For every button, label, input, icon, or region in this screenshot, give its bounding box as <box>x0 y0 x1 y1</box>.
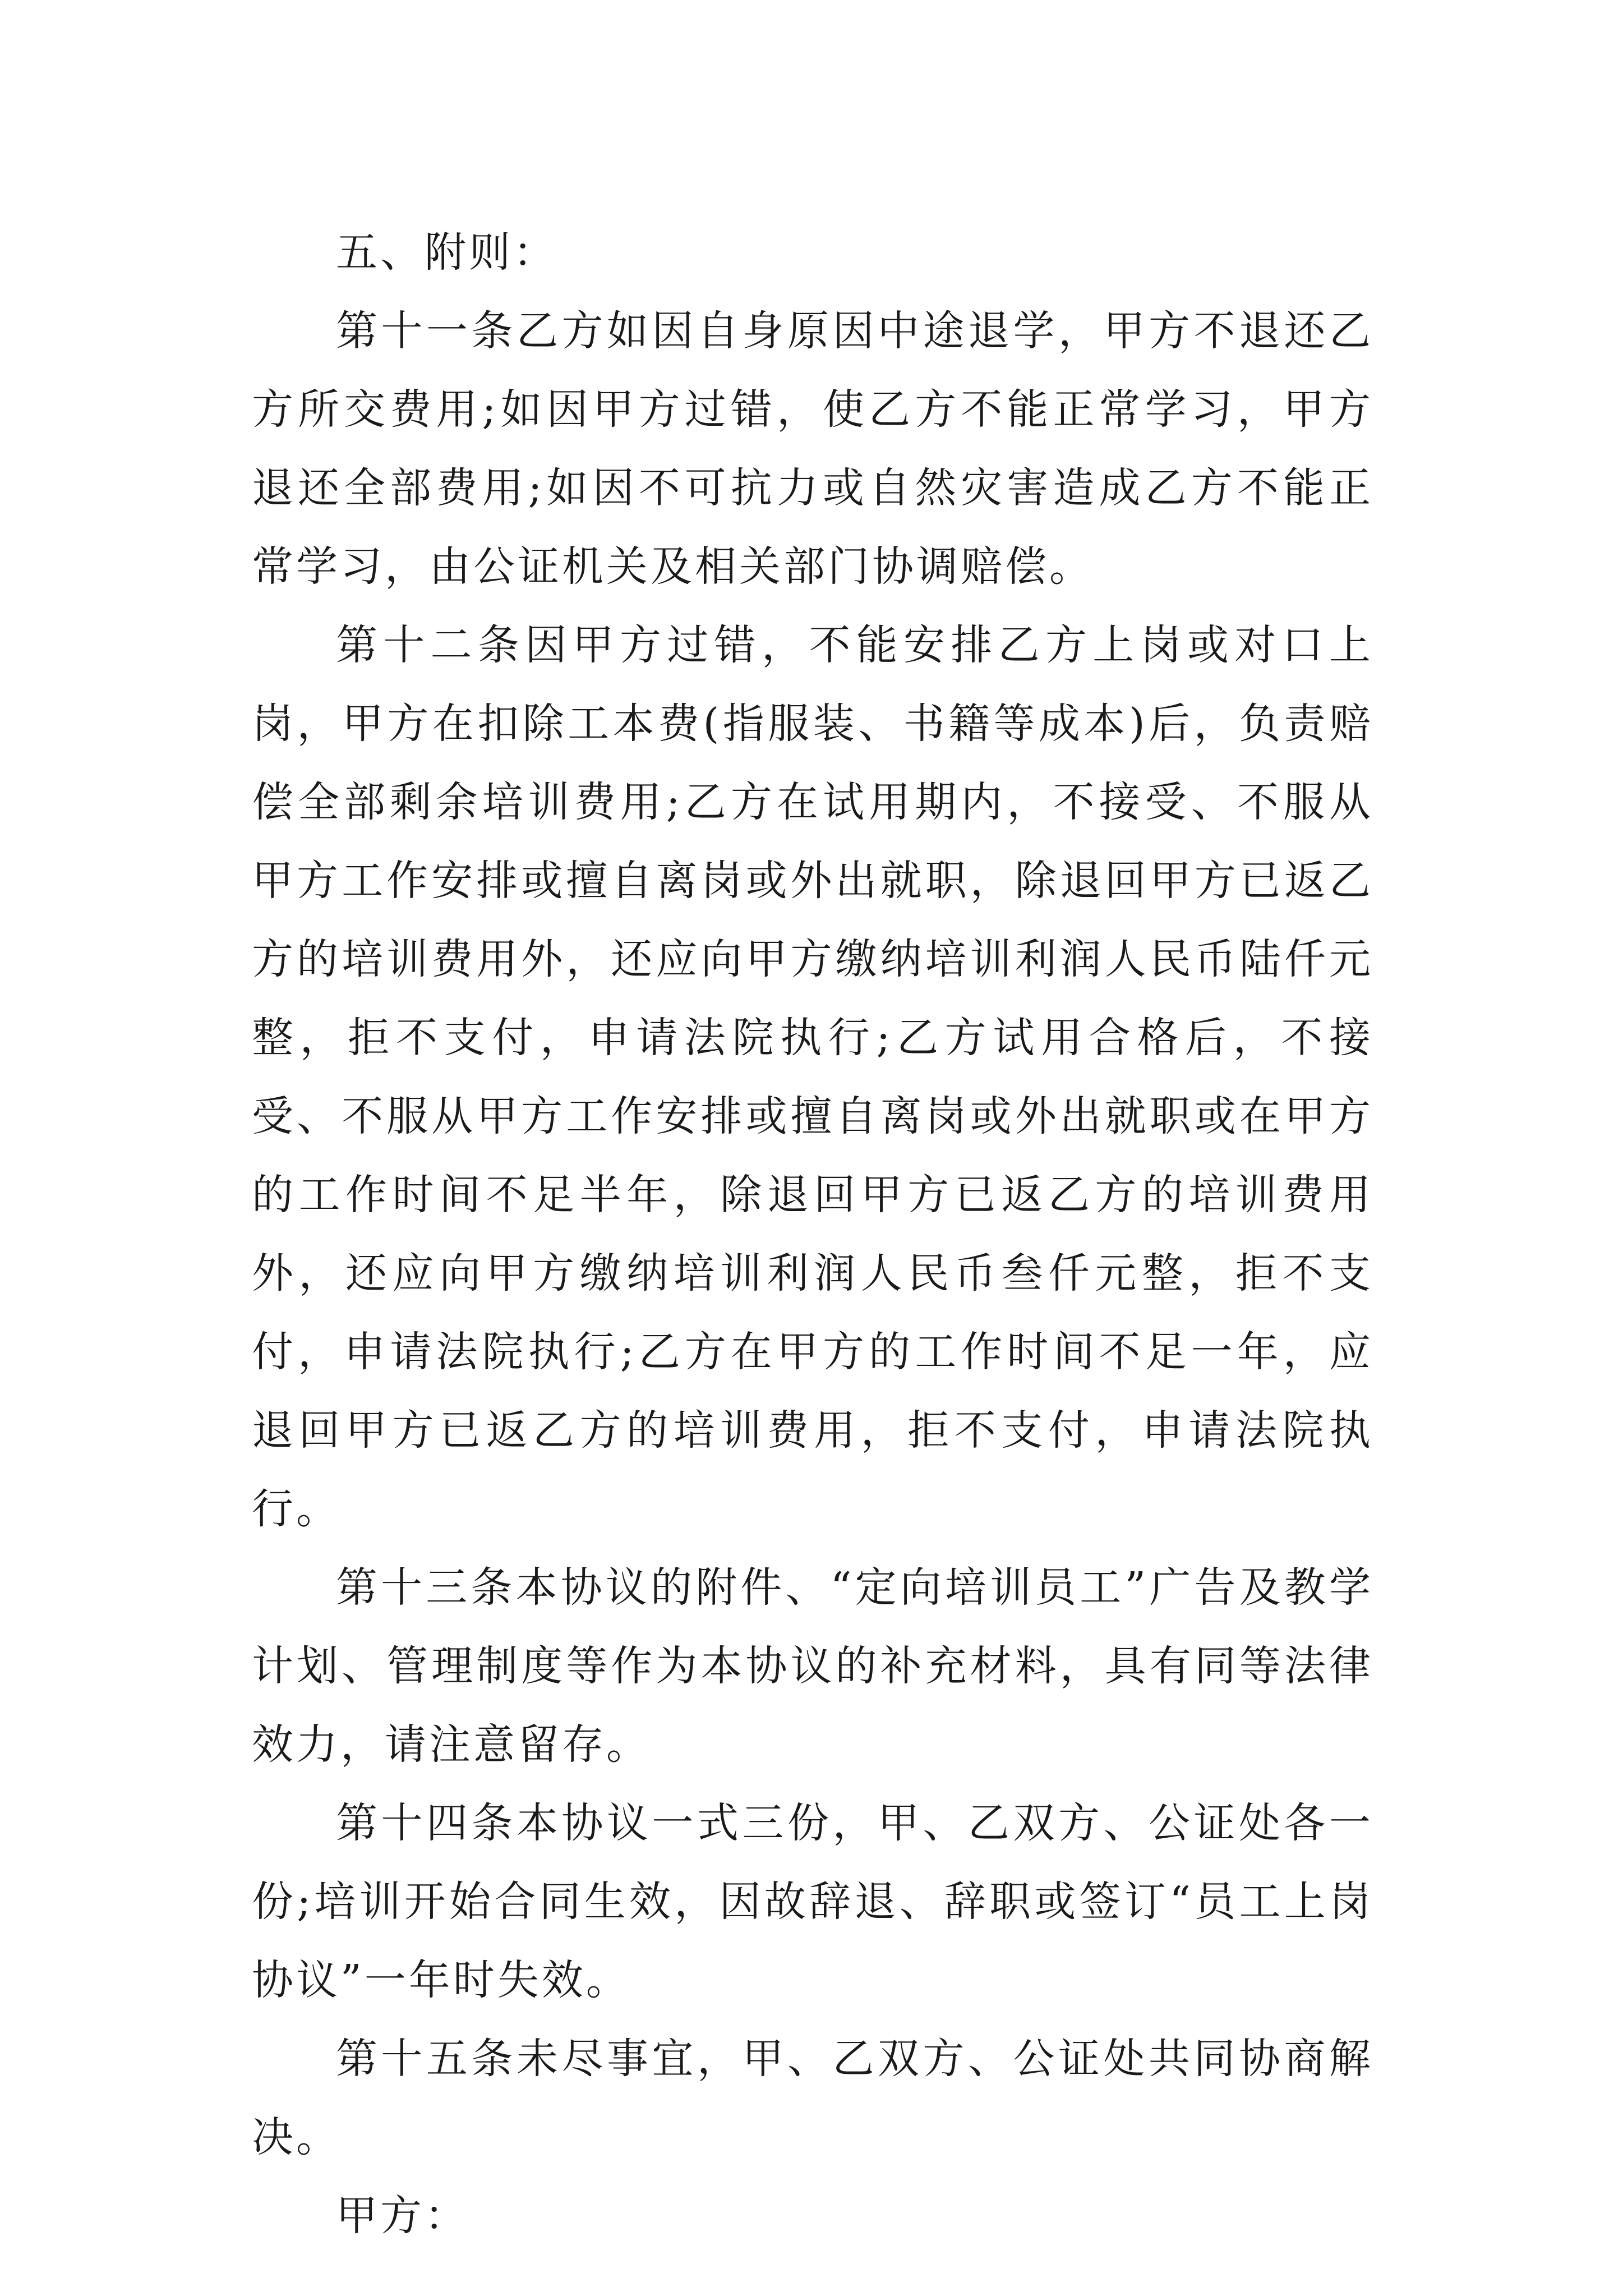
article-11-paragraph: 第十一条乙方如因自身原因中途退学，甲方不退还乙方所交费用;如因甲方过错，使乙方不能正常学习，甲方退还全部费用;如因不可抗力或自然灾害造成乙方不能正常学习，由公证机关及相关部门协调赔偿。 <box>252 307 1373 591</box>
section-heading-supplementary: 五、附则： <box>336 228 557 277</box>
article-14-paragraph: 第十四条本协议一式三份，甲、乙双方、公证处各一份;培训开始合同生效，因故辞退、辞职或签订“员工上岗协议”一年时失效。 <box>252 1799 1373 2004</box>
document-body <box>252 213 1373 2255</box>
article-12-paragraph: 第十二条因甲方过错，不能安排乙方上岗或对口上岗，甲方在扣除工本费(指服装、书籍等成本)后，负责赔偿全部剩余培训费用;乙方在试用期内，不接受、不服从甲方工作安排或擅自离岗或外出就职，除退回甲方已返乙方的培训费用外，还应向甲方缴纳培训利润人民币陆仟元整，拒不支付，申请法院执行;乙方试用合格后，不接受、不服从甲方工作安排或擅自离岗或外出就职或在甲方的工作时间不足半年，除退回甲方已返乙方的培训费用外，还应向甲方缴纳培训利润人民币叁仟元整，拒不支付，申请法院执行;乙方在甲方的工作时间不足一年，应退回甲方已返乙方的培训费用，拒不支付，申请法院执行。 <box>252 621 1373 1533</box>
article-15-paragraph: 第十五条未尽事宜，甲、乙双方、公证处共同协商解决。 <box>252 2035 1373 2161</box>
article-13-paragraph: 第十三条本协议的附件、“定向培训员工”广告及教学计划、管理制度等作为本协议的补充材料，具有同等法律效力，请注意留存。 <box>252 1563 1373 1769</box>
party-a-signature-label: 甲方： <box>336 2192 469 2240</box>
